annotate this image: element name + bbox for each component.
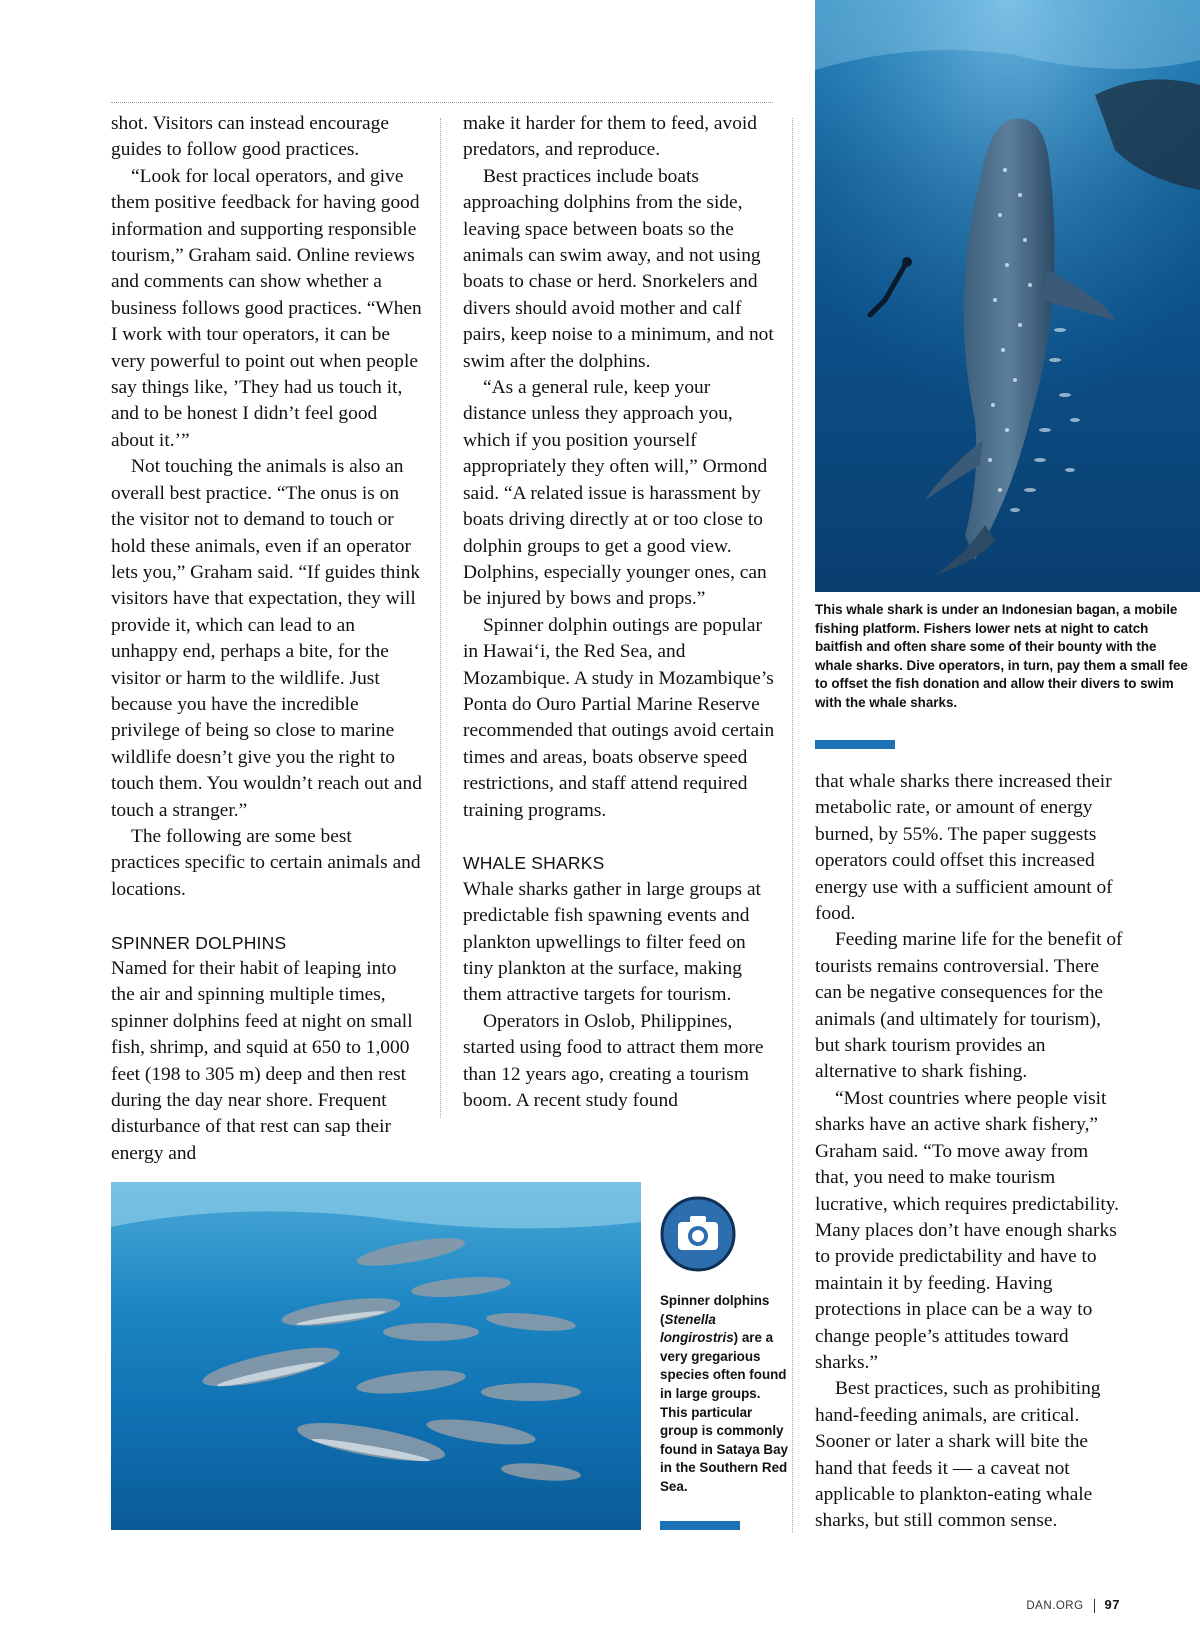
paragraph: Operators in Oslob, Philippines, started using food to attract them more than 12 years ago, creating a tourism boom. A recent study found <box>463 1010 764 1112</box>
footer-site: DAN.ORG <box>1026 1600 1084 1612</box>
paragraph: make it harder for them to feed, avoid predators, and reproduce. <box>463 113 757 161</box>
page-footer <box>1026 1597 1120 1613</box>
spacer <box>111 903 423 929</box>
paragraph: The following are some best practices specific to certain animals and locations. <box>111 825 421 900</box>
paragraph: Not touching the animals is also an overall best practice. “The onus is on the visitor not to demand to touch or hold these animals, even if an operator lets you,” Graham said. “If guides think visitors have that expectation, they will provide it, which can lead to an unhappy end, perhaps a bite, for the visitor or harm to the wildlife. Just because you have the incredible privilege of being so close to marine wildlife doesn’t give you the right to touch them. You wouldn’t reach out and touch a stranger.” <box>111 456 422 821</box>
page-number: 97 <box>1104 1597 1120 1612</box>
footer-divider <box>1094 1599 1095 1613</box>
paragraph: Spinner dolphin outings are popular in Hawai‘i, the Red Sea, and Mozambique. A study in Mozambique’s Ponta do Ouro Partial Marine Reserve recommended that outings avoid certain times and areas, boats observe speed restrictions, and staff attend required training programs. <box>463 614 775 821</box>
paragraph: Named for their habit of leaping into the air and spinning multiple times, spinner dolphins feed at night on small fish, shrimp, and squid at 650 to 1,000 feet (198 to 305 m) deep and then rest during the day near shore. Frequent disturbance of that rest can sap their energy and <box>111 957 413 1164</box>
paragraph: “Look for local operators, and give them positive feedback for having good information and supporting responsible tourism,” Graham said. Online reviews and comments can show whether a business follows good practices. “When I work with tour operators, it can be very powerful to point out when people say things like, ’They had us touch it, and to be honest I didn’t feel good about it.’” <box>111 165 422 451</box>
paragraph: Whale sharks gather in large groups at predictable fish spawning events and plankton upwellings to filter feed on tiny plankton at the surface, making them attractive targets for tourism. <box>463 878 761 1006</box>
caption-accent-bar <box>660 1521 740 1530</box>
whale-shark-photo <box>815 0 1200 592</box>
paragraph: Best practices include boats approaching dolphins from the side, leaving space between boats so the animals can swim away, and not using boats to chase or herd. Snorkelers and divers should avoid mother and calf pairs, keep noise to a minimum, and not swim after the dolphins. <box>463 165 774 372</box>
species-name: Stenella longirostris <box>660 1311 734 1346</box>
paragraph: “Most countries where people visit sharks have an active shark fishery,” Graham said. “To move away from that, you need to make tourism lucrative, which requires predictability. Many places don’t have enough sharks to provide predictability and have to maintain it by feeding. Having protections in place can be a way to change people’s attitudes toward sharks.” <box>815 1087 1120 1373</box>
column-divider <box>792 118 793 1533</box>
top-dotted-rule <box>111 102 773 103</box>
camera-icon <box>660 1196 736 1272</box>
caption-text: ) are a very gregarious species often found in large groups. This particular group is commonly found in Sataya Bay in the Southern Red Sea. <box>660 1330 788 1494</box>
whale-shark-caption: This whale shark is under an Indonesian bagan, a mobile fishing platform. Fishers lower nets at night to catch baitfish and often share some of their bounty with the whale sharks. Dive operators, in turn, pay them a small fee to offset the fish donation and allow their divers to swim with the whale sharks. <box>815 602 1188 710</box>
spinner-dolphins-caption <box>660 1292 790 1497</box>
caption-accent-bar <box>815 740 895 749</box>
spinner-dolphins-photo <box>111 1182 641 1530</box>
caption-text: Spinner dolphins ( <box>660 1293 770 1327</box>
paragraph: shot. Visitors can instead encourage guides to follow good practices. <box>111 113 389 161</box>
spacer <box>463 824 775 850</box>
paragraph: that whale sharks there increased their metabolic rate, or amount of energy burned, by 55%. The paper suggests operators could offset this increased energy use with a sufficient amount of food. <box>815 771 1113 925</box>
column-1 <box>111 111 423 1167</box>
column-divider <box>440 118 441 1118</box>
section-heading-whale-sharks: WHALE SHARKS <box>463 853 605 874</box>
paragraph: “As a general rule, keep your distance unless they approach you, which if you position yourself appropriately they often will,” Ormond said. “A related issue is harassment by boats driving directly at or too close to dolphin groups to get a good view. Dolphins, especially younger ones, can be injured by bows and props.” <box>463 377 768 610</box>
column-2 <box>463 111 775 1114</box>
paragraph: Best practices, such as prohibiting hand-feeding animals, are critical. Sooner or later a shark will bite the hand that feeds it — a caveat not applicable to plankton-eating whale sharks, but still common sense. <box>815 1378 1101 1532</box>
section-heading-spinner-dolphins: SPINNER DOLPHINS <box>111 932 287 953</box>
column-3 <box>815 769 1127 1535</box>
paragraph: Feeding marine life for the benefit of tourists remains controversial. There can be negative consequences for the animals (and ultimately for tourism), but shark tourism provides an alternative to shark fishing. <box>815 929 1123 1083</box>
